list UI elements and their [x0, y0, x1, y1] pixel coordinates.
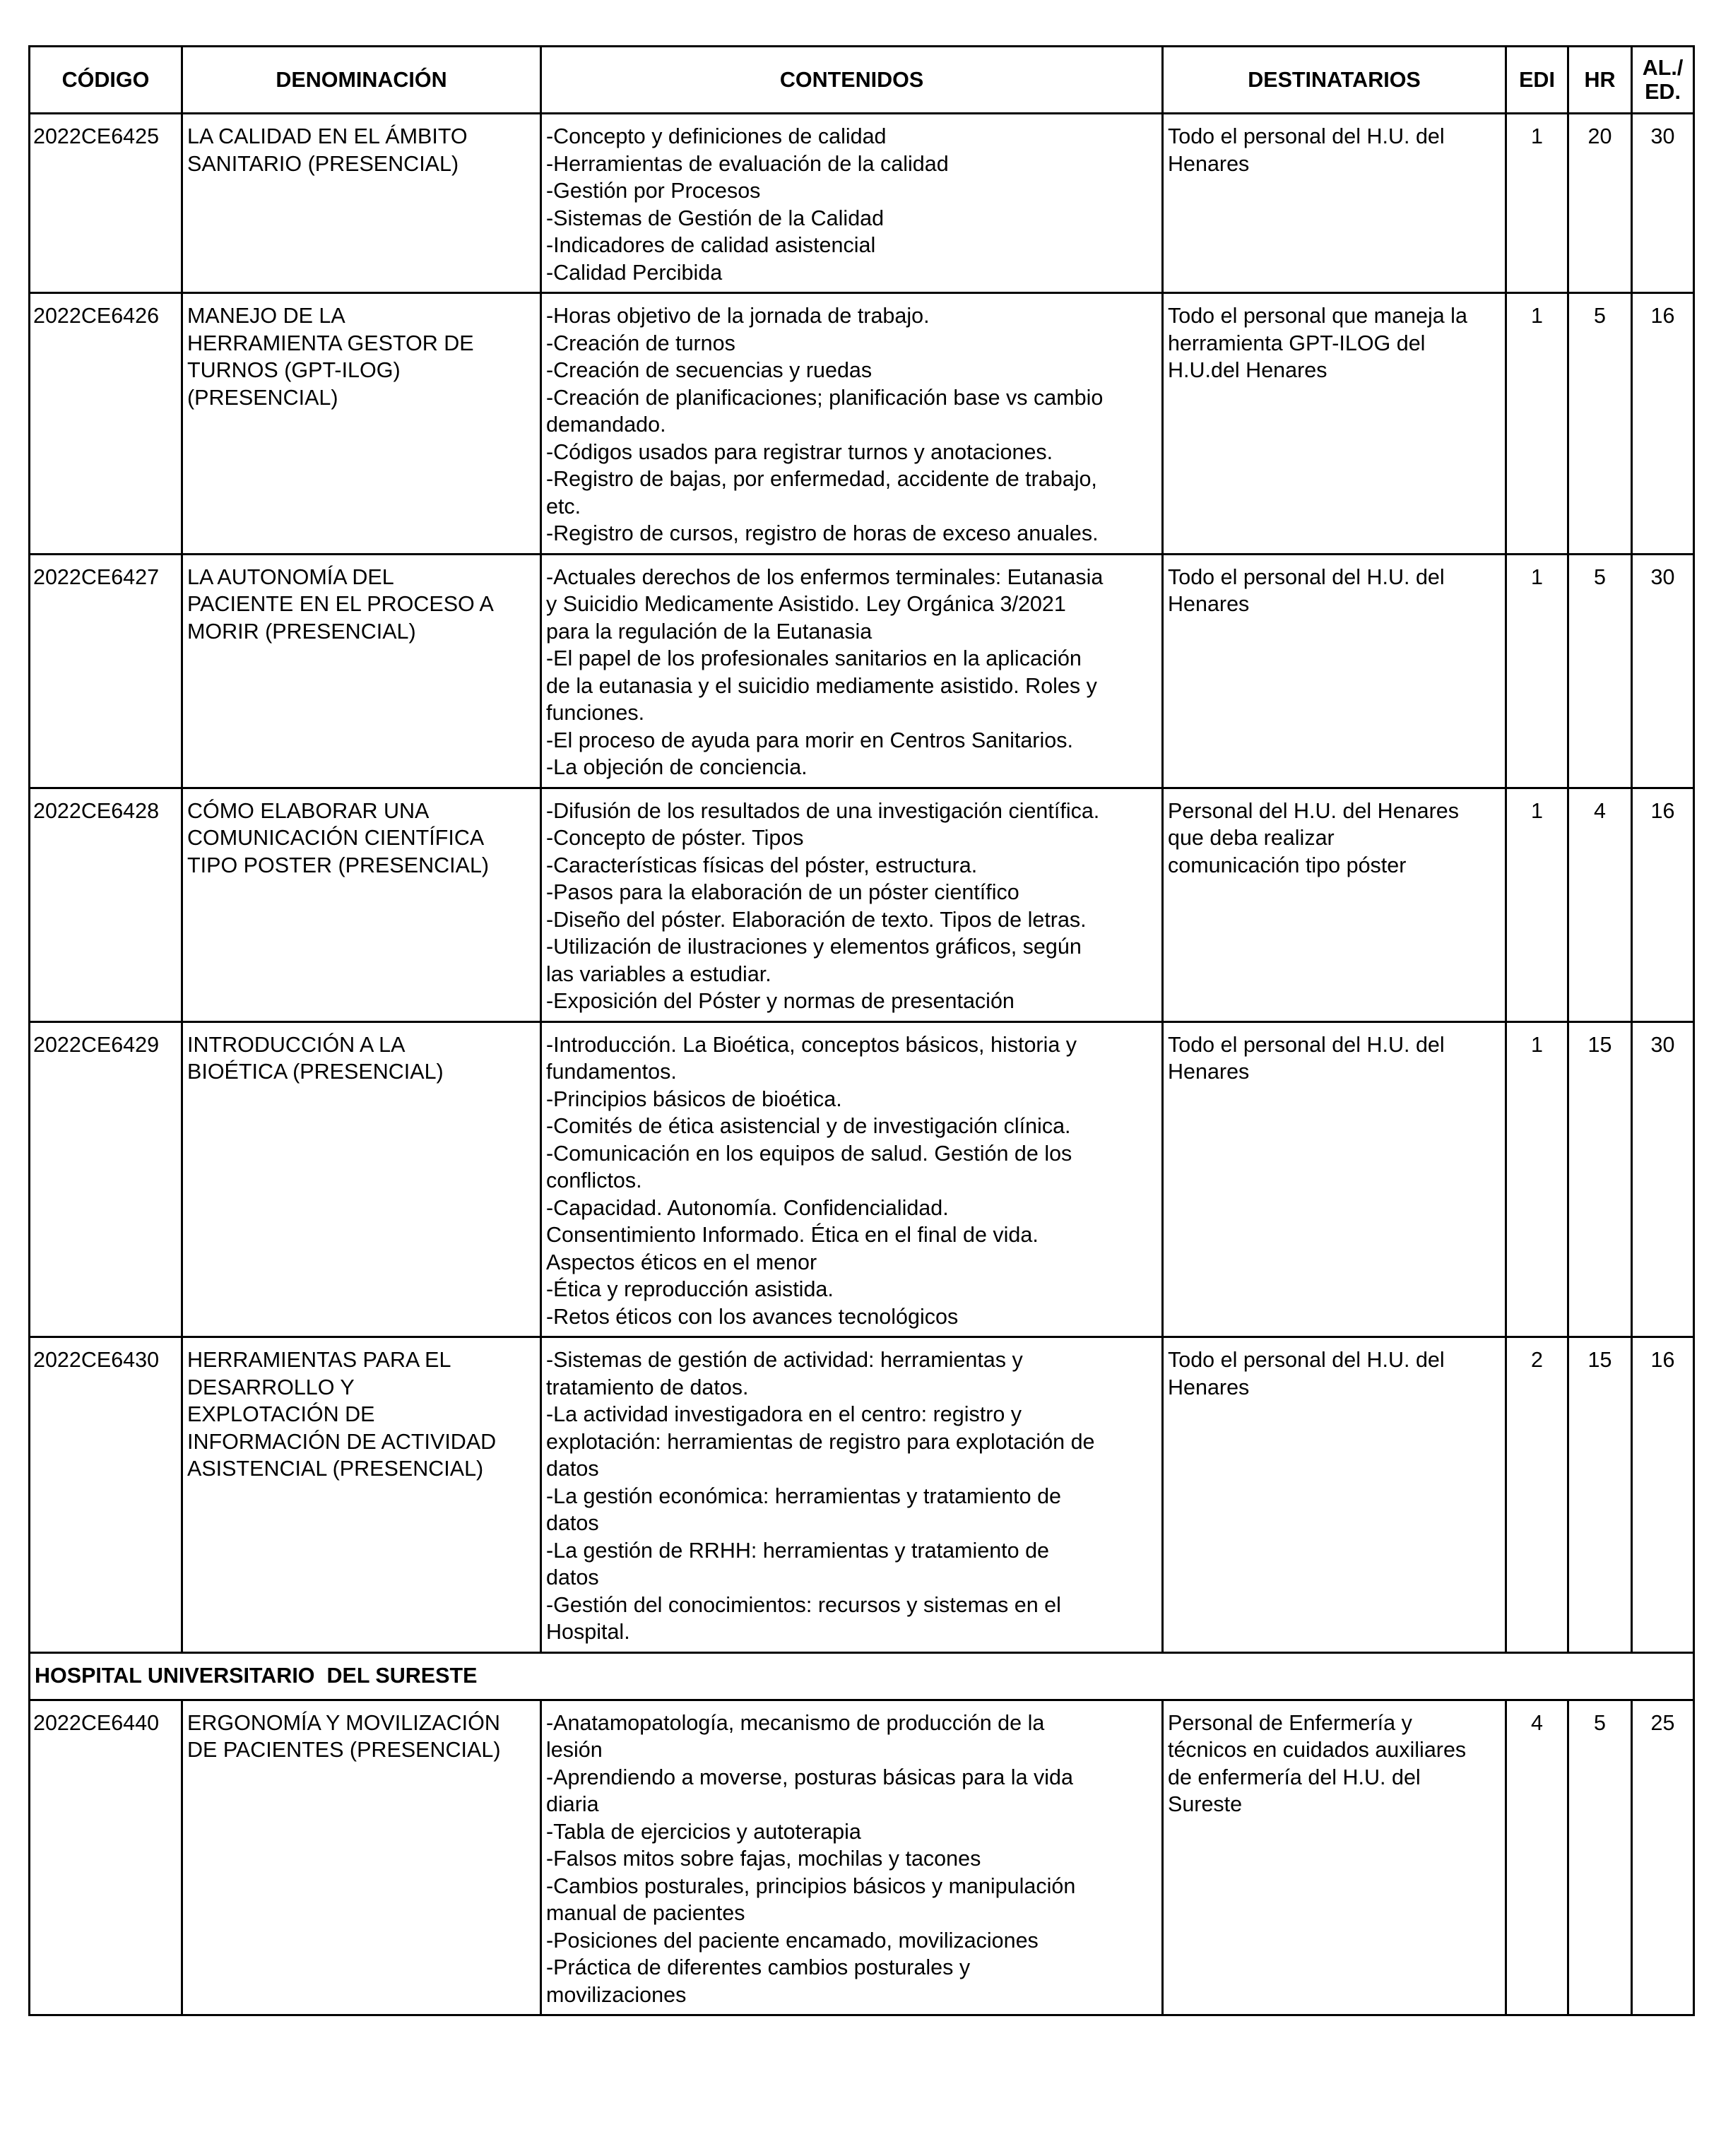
course-editions: 4	[1506, 1700, 1568, 2015]
header-edi: EDI	[1506, 47, 1568, 114]
course-contents-line: -Diseño del póster. Elaboración de texto. Tipos de letras.	[546, 907, 1087, 932]
course-name	[182, 1700, 541, 2015]
course-name-line: LA AUTONOMÍA DEL	[187, 564, 394, 589]
course-name-line: EXPLOTACIÓN DE	[187, 1402, 375, 1426]
table-row	[30, 1021, 1694, 1337]
table-row	[30, 788, 1694, 1021]
course-contents-line: -Comités de ética asistencial y de investigación clínica.	[546, 1114, 1071, 1138]
table-row	[30, 1700, 1694, 2015]
course-contents-line: -Pasos para la elaboración de un póster científico	[546, 880, 1019, 904]
course-contents-line: manual de pacientes	[546, 1901, 745, 1925]
course-name	[182, 293, 541, 555]
course-students-per-edition: 25	[1632, 1700, 1694, 2015]
course-contents-line: de la eutanasia y el suicidio mediamente asistido. Roles y	[546, 673, 1097, 698]
course-contents-line: Consentimiento Informado. Ética en el final de vida.	[546, 1223, 1039, 1247]
course-contents-line: -Gestión por Procesos	[546, 179, 761, 203]
course-contents-line: -Cambios posturales, principios básicos y manipulación	[546, 1873, 1076, 1898]
course-contents-line: -Características físicas del póster, estructura.	[546, 853, 978, 877]
course-contents-line: -Retos éticos con los avances tecnológicos	[546, 1304, 959, 1329]
course-contents-line: lesión	[546, 1738, 603, 1762]
course-contents-line: -Concepto de póster. Tipos	[546, 826, 804, 850]
course-hours: 15	[1568, 1021, 1632, 1337]
course-contents-line: tratamiento de datos.	[546, 1375, 749, 1399]
course-students-per-edition: 30	[1632, 554, 1694, 788]
course-audience	[1163, 1337, 1506, 1653]
header-al-ed-line: ED.	[1645, 80, 1681, 104]
course-contents-line: datos	[546, 1565, 599, 1589]
course-contents-line: -La actividad investigadora en el centro: registro y	[546, 1402, 1022, 1426]
course-contents-line: -Creación de turnos	[546, 331, 735, 355]
course-contents-line: -Calidad Percibida	[546, 260, 723, 285]
course-contents-line: -Utilización de ilustraciones y elementos gráficos, según	[546, 935, 1082, 959]
course-name-line: ASISTENCIAL (PRESENCIAL)	[187, 1457, 484, 1481]
header-contenidos: CONTENIDOS	[541, 47, 1163, 114]
course-audience-line: Todo el personal del H.U. del	[1168, 564, 1445, 589]
course-code: 2022CE6428	[30, 788, 182, 1021]
course-contents-line: -El papel de los profesionales sanitarios en la aplicación	[546, 646, 1082, 670]
course-contents-line: -Aprendiendo a moverse, posturas básicas para la vida	[546, 1765, 1073, 1789]
course-code: 2022CE6440	[30, 1700, 182, 2015]
course-contents-line: Aspectos éticos en el menor	[546, 1250, 817, 1274]
header-destinatarios: DESTINATARIOS	[1163, 47, 1506, 114]
course-audience	[1163, 788, 1506, 1021]
course-students-per-edition: 16	[1632, 293, 1694, 555]
table-row	[30, 293, 1694, 555]
course-contents-line: demandado.	[546, 413, 666, 437]
course-editions: 1	[1506, 293, 1568, 555]
course-contents-line: -Concepto y definiciones de calidad	[546, 124, 887, 148]
course-contents	[541, 293, 1163, 555]
course-contents-line: -Creación de planificaciones; planificación base vs cambio	[546, 385, 1104, 410]
section-row	[30, 1652, 1694, 1700]
course-contents	[541, 1337, 1163, 1653]
course-contents-line: explotación: herramientas de registro para explotación de	[546, 1429, 1095, 1454]
course-audience-line: herramienta GPT-ILOG del	[1168, 331, 1426, 355]
course-name-line: BIOÉTICA (PRESENCIAL)	[187, 1060, 444, 1084]
course-contents-line: -Capacidad. Autonomía. Confidencialidad.	[546, 1195, 949, 1220]
course-name-line: DE PACIENTES (PRESENCIAL)	[187, 1738, 501, 1762]
course-name	[182, 114, 541, 293]
course-audience-line: Henares	[1168, 1060, 1250, 1084]
course-contents-line: para la regulación de la Eutanasia	[546, 619, 873, 644]
course-name-line: LA CALIDAD EN EL ÁMBITO	[187, 124, 468, 148]
course-name-line: HERRAMIENTAS PARA EL	[187, 1348, 451, 1372]
course-name-line: TIPO POSTER (PRESENCIAL)	[187, 853, 490, 877]
course-contents-line: -La gestión de RRHH: herramientas y tratamiento de	[546, 1538, 1049, 1563]
course-contents-line: -Anatamopatología, mecanismo de producción de la	[546, 1710, 1045, 1735]
course-contents-line: -La objeción de conciencia.	[546, 755, 808, 779]
course-contents-line: conflictos.	[546, 1168, 642, 1192]
course-contents	[541, 1700, 1163, 2015]
course-name-line: PACIENTE EN EL PROCESO A	[187, 592, 494, 616]
courses-table	[28, 45, 1695, 2016]
table-row	[30, 1337, 1694, 1653]
course-name	[182, 1337, 541, 1653]
course-contents-line: -Práctica de diferentes cambios posturales y	[546, 1955, 971, 1979]
course-name-line: DESARROLLO Y	[187, 1375, 355, 1399]
course-editions: 1	[1506, 114, 1568, 293]
course-contents-line: y Suicidio Medicamente Asistido. Ley Orgánica 3/2021	[546, 592, 1066, 616]
course-audience-line: Henares	[1168, 151, 1250, 176]
course-audience-line: de enfermería del H.U. del	[1168, 1765, 1421, 1789]
course-audience	[1163, 114, 1506, 293]
course-audience-line: Sureste	[1168, 1792, 1243, 1816]
course-name-line: INTRODUCCIÓN A LA	[187, 1032, 406, 1057]
course-contents-line: -Sistemas de gestión de actividad: herramientas y	[546, 1348, 1023, 1372]
course-contents-line: -Ética y reproducción asistida.	[546, 1277, 834, 1301]
course-audience	[1163, 1700, 1506, 2015]
course-name-line: CÓMO ELABORAR UNA	[187, 798, 430, 823]
course-contents-line: -Gestión del conocimientos: recursos y sistemas en el	[546, 1592, 1061, 1617]
course-contents-line: diaria	[546, 1792, 599, 1816]
course-contents	[541, 554, 1163, 788]
course-name	[182, 788, 541, 1021]
course-contents-line: -Tabla de ejercicios y autoterapia	[546, 1819, 861, 1844]
course-code: 2022CE6430	[30, 1337, 182, 1653]
course-code: 2022CE6426	[30, 293, 182, 555]
course-code: 2022CE6429	[30, 1021, 182, 1337]
course-contents-line: -Comunicación en los equipos de salud. Gestión de los	[546, 1141, 1072, 1166]
course-name	[182, 1021, 541, 1337]
course-editions: 1	[1506, 554, 1568, 788]
course-code: 2022CE6425	[30, 114, 182, 293]
table-row	[30, 114, 1694, 293]
course-audience-line: Personal de Enfermería y	[1168, 1710, 1412, 1735]
course-contents-line: movilizaciones	[546, 1982, 687, 2007]
header-row	[30, 47, 1694, 114]
course-audience-line: Todo el personal que maneja la	[1168, 304, 1467, 328]
course-contents	[541, 1021, 1163, 1337]
course-name-line: MANEJO DE LA	[187, 304, 345, 328]
course-hours: 5	[1568, 1700, 1632, 2015]
course-students-per-edition: 16	[1632, 788, 1694, 1021]
course-contents-line: -Introducción. La Bioética, conceptos básicos, historia y	[546, 1032, 1077, 1057]
course-contents-line: las variables a estudiar.	[546, 961, 771, 986]
course-code: 2022CE6427	[30, 554, 182, 788]
course-audience	[1163, 293, 1506, 555]
course-contents-line: -Principios básicos de bioética.	[546, 1086, 842, 1111]
course-audience-line: Henares	[1168, 1375, 1250, 1399]
course-hours: 5	[1568, 554, 1632, 788]
course-name-line: ERGONOMÍA Y MOVILIZACIÓN	[187, 1710, 500, 1735]
course-name-line: HERRAMIENTA GESTOR DE	[187, 331, 474, 355]
course-contents-line: datos	[546, 1511, 599, 1535]
course-name-line: INFORMACIÓN DE ACTIVIDAD	[187, 1429, 497, 1454]
course-audience-line: que deba realizar	[1168, 826, 1335, 850]
header-al-ed	[1632, 47, 1694, 114]
course-name-line: (PRESENCIAL)	[187, 385, 338, 410]
course-audience-line: Todo el personal del H.U. del	[1168, 124, 1445, 148]
course-audience	[1163, 1021, 1506, 1337]
course-contents-line: -Registro de cursos, registro de horas de exceso anuales.	[546, 521, 1099, 545]
header-al-ed-line: AL./	[1642, 56, 1684, 80]
course-audience-line: Personal del H.U. del Henares	[1168, 798, 1459, 823]
course-students-per-edition: 16	[1632, 1337, 1694, 1653]
course-contents-line: -Difusión de los resultados de una investigación científica.	[546, 798, 1100, 823]
course-contents-line: -El proceso de ayuda para morir en Centros Sanitarios.	[546, 728, 1073, 752]
course-hours: 5	[1568, 293, 1632, 555]
course-contents-line: -Horas objetivo de la jornada de trabajo.	[546, 304, 930, 328]
course-name	[182, 554, 541, 788]
header-codigo: CÓDIGO	[30, 47, 182, 114]
course-contents-line: etc.	[546, 494, 581, 519]
course-contents-line: -Sistemas de Gestión de la Calidad	[546, 206, 885, 230]
header-hr: HR	[1568, 47, 1632, 114]
course-contents	[541, 114, 1163, 293]
course-students-per-edition: 30	[1632, 114, 1694, 293]
table-row	[30, 554, 1694, 788]
course-contents-line: -La gestión económica: herramientas y tratamiento de	[546, 1483, 1061, 1508]
course-audience-line: H.U.del Henares	[1168, 358, 1327, 382]
course-audience-line: Henares	[1168, 592, 1250, 616]
course-contents-line: -Indicadores de calidad asistencial	[546, 233, 876, 257]
course-contents-line: Hospital.	[546, 1620, 630, 1644]
course-contents-line: -Registro de bajas, por enfermedad, accidente de trabajo,	[546, 467, 1097, 491]
section-title: HOSPITAL UNIVERSITARIO DEL SURESTE	[30, 1652, 1694, 1700]
course-contents-line: -Exposición del Póster y normas de presentación	[546, 989, 1015, 1013]
course-contents-line: datos	[546, 1457, 599, 1481]
course-contents-line: -Herramientas de evaluación de la calidad	[546, 151, 949, 176]
course-name-line: MORIR (PRESENCIAL)	[187, 619, 416, 644]
table-body	[30, 114, 1694, 2015]
course-editions: 1	[1506, 788, 1568, 1021]
course-editions: 2	[1506, 1337, 1568, 1653]
course-name-line: COMUNICACIÓN CIENTÍFICA	[187, 826, 485, 850]
course-audience-line: comunicación tipo póster	[1168, 853, 1407, 877]
course-name-line: TURNOS (GPT-ILOG)	[187, 358, 401, 382]
course-contents-line: fundamentos.	[546, 1060, 677, 1084]
course-contents-line: funciones.	[546, 701, 645, 725]
course-contents-line: -Actuales derechos de los enfermos terminales: Eutanasia	[546, 564, 1104, 589]
course-audience-line: técnicos en cuidados auxiliares	[1168, 1738, 1467, 1762]
course-hours: 20	[1568, 114, 1632, 293]
course-hours: 15	[1568, 1337, 1632, 1653]
header-denominacion: DENOMINACIÓN	[182, 47, 541, 114]
course-audience	[1163, 554, 1506, 788]
course-contents-line: -Falsos mitos sobre fajas, mochilas y tacones	[546, 1847, 981, 1871]
course-students-per-edition: 30	[1632, 1021, 1694, 1337]
course-audience-line: Todo el personal del H.U. del	[1168, 1032, 1445, 1057]
course-contents-line: -Creación de secuencias y ruedas	[546, 358, 873, 382]
course-contents	[541, 788, 1163, 1021]
course-contents-line: -Posiciones del paciente encamado, movilizaciones	[546, 1928, 1039, 1953]
course-hours: 4	[1568, 788, 1632, 1021]
course-editions: 1	[1506, 1021, 1568, 1337]
course-contents-line: -Códigos usados para registrar turnos y anotaciones.	[546, 439, 1053, 464]
course-name-line: SANITARIO (PRESENCIAL)	[187, 151, 459, 176]
course-audience-line: Todo el personal del H.U. del	[1168, 1348, 1445, 1372]
